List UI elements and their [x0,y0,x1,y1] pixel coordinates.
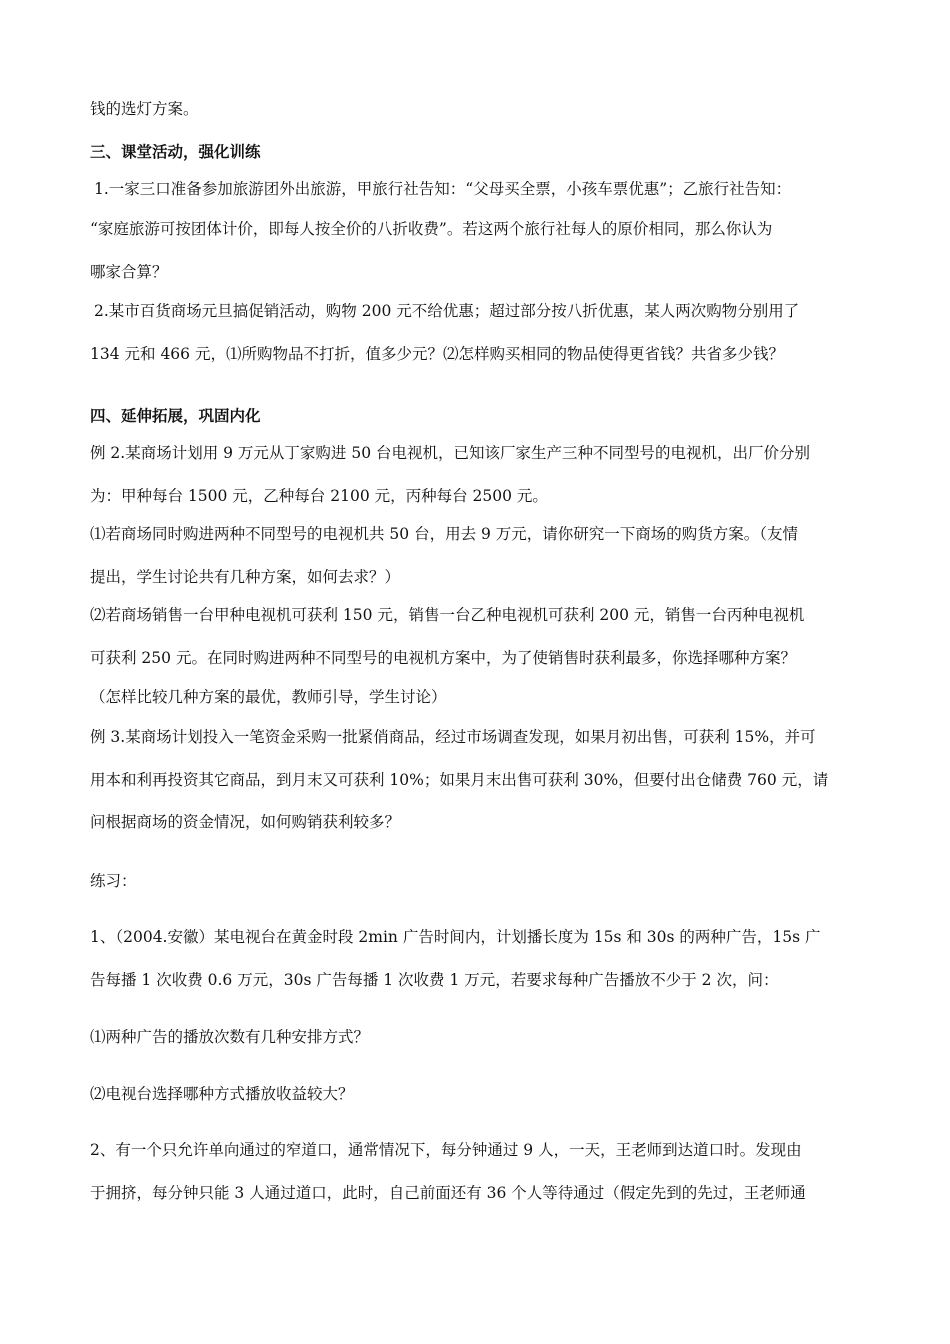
text-line: 问根据商场的资金情况，如何购销获利较多？ [90,813,401,831]
text-line: 为：甲种每台 1500 元，乙种每台 2100 元，丙种每台 2500 元。 [90,487,548,505]
text-line: 例 3.某商场计划投入一笔资金采购一批紧俏商品，经过市场调查发现，如果月初出售，可获利 15%，并可 [90,728,816,746]
section-heading: 四、延伸拓展，巩固内化 [90,406,261,425]
text-line: 1、（2004.安徽）某电视台在黄金时段 2min 广告时间内，计划播长度为 15s 和 30s 的两种广告，15s 广 [90,928,821,946]
text-line: 用本和利再投资其它商品，到月末又可获利 10%；如果月末出售可获利 30%，但要付出仓储费 760 元，请 [90,771,829,789]
text-line: 提出，学生讨论共有几种方案，如何去求？） [90,568,401,586]
text-line: 2、有一个只允许单向通过的窄道口，通常情况下，每分钟通过 9 人，一天，王老师到达道口时。发现由 [90,1141,802,1159]
text-line: 练习： [90,872,137,890]
text-line: 于拥挤，每分钟只能 3 人通过道口，此时，自己前面还有 36 个人等待通过（假定先到的先过，王老师通 [90,1184,806,1202]
text-line: ⑴两种广告的播放次数有几种安排方式？ [90,1028,370,1046]
text-line: （怎样比较几种方案的最优，教师引导，学生讨论） [90,688,447,706]
text-line: 哪家合算？ [90,263,168,281]
text-line: 例 2.某商场计划用 9 万元从丁家购进 50 台电视机，已知该厂家生产三种不同型号的电视机，出厂价分别 [90,444,811,462]
text-line: 2.某市百货商场元旦搞促销活动，购物 200 元不给优惠；超过部分按八折优惠，某人两次购物分别用了 [94,302,800,320]
text-line: “家庭旅游可按团体计价，即每人按全价的八折收费”。若这两个旅行社每人的原价相同，那么你认为 [90,220,773,238]
text-line: 134 元和 466 元，⑴所购物品不打折，值多少元？⑵怎样购买相同的物品使得更省钱？共省多少钱？ [90,345,784,363]
text-line: ⑵若商场销售一台甲种电视机可获利 150 元，销售一台乙种电视机可获利 200 元，销售一台丙种电视机 [90,606,805,624]
text-line: ⑵电视台选择哪种方式播放收益较大？ [90,1085,354,1103]
text-line: 1.一家三口准备参加旅游团外出旅游，甲旅行社告知：“父母买全票，小孩车票优惠”；乙旅行社告知： [94,180,792,198]
text-line: 可获利 250 元。在同时购进两种不同型号的电视机方案中，为了使销售时获利最多，你选择哪种方案？ [90,649,796,667]
section-heading: 三、课堂活动，强化训练 [90,142,261,161]
text-line: ⑴若商场同时购进两种不同型号的电视机共 50 台，用去 9 万元，请你研究一下商场的购货方案。（友情 [90,525,799,543]
text-line: 告每播 1 次收费 0.6 万元，30s 广告每播 1 次收费 1 万元，若要求每种广告播放不少于 2 次，问： [90,971,779,989]
text-line: 钱的选灯方案。 [90,100,199,118]
